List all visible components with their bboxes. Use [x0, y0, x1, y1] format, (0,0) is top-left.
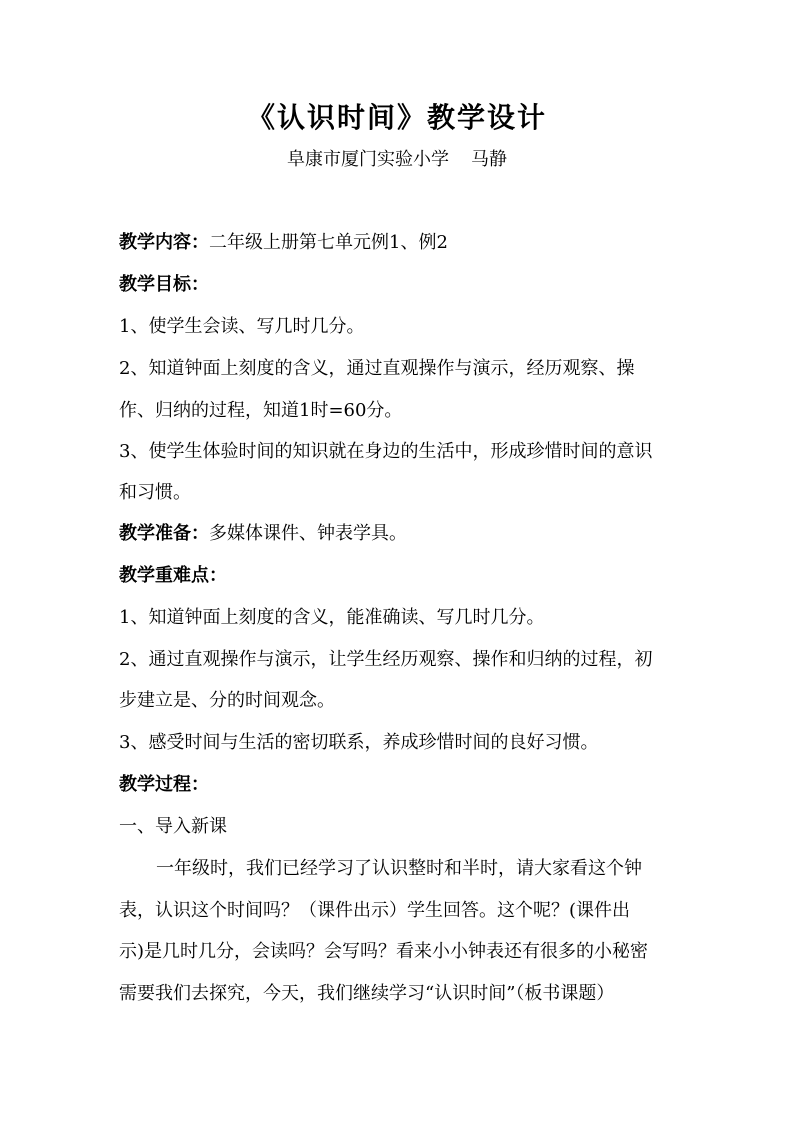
objective-line: 2、知道钟面上刻度的含义，通过直观操作与演示，经历观察、操 [119, 358, 635, 379]
preparation-label: 教学准备： [119, 523, 209, 544]
paragraph-line: 一年级时，我们已经学习了认识整时和半时，请大家看这个钟 [156, 858, 642, 879]
paragraph-line: 表，认识这个时间吗？（课件出示）学生回答。这个呢？(课件出 [119, 900, 631, 921]
process-heading: 教学过程： [119, 774, 209, 795]
objective-line: 1、使学生会读、写几时几分。 [119, 316, 365, 337]
keypoint-line: 1、知道钟面上刻度的含义，能准确读、写几时几分。 [119, 607, 545, 628]
paragraph-line: 需要我们去探究，今天，我们继续学习“认识时间”（板书课题） [119, 983, 615, 1004]
objectives-heading: 教学目标： [119, 274, 209, 295]
paragraph-line: 示)是几时几分，会读吗？会写吗？看来小小钟表还有很多的小秘密 [119, 941, 649, 962]
keypoint-line: 步建立是、分的时间观念。 [119, 690, 335, 711]
teaching-content-label: 教学内容： [119, 232, 209, 253]
teaching-content-line [119, 229, 679, 257]
preparation-text: 多媒体课件、钟表学具。 [209, 523, 407, 544]
objective-line: 作、归纳的过程，知道1时=60分。 [119, 400, 403, 421]
author-line [0, 147, 794, 173]
keypoint-line: 2、通过直观操作与演示，让学生经历观察、操作和归纳的过程，初 [119, 649, 653, 670]
author-name: 马静 [471, 149, 507, 170]
document-title: 《认识时间》教学设计 [246, 101, 547, 134]
objective-line: 3、使学生体验时间的知识就在身边的生活中，形成珍惜时间的意识 [119, 441, 653, 462]
author-school: 阜康市厦门实验小学 [287, 149, 449, 170]
objective-line: 和习惯。 [119, 482, 191, 503]
teaching-content-text: 二年级上册第七单元例1、例2 [209, 232, 448, 253]
keypoint-line: 3、感受时间与生活的密切联系，养成珍惜时间的良好习惯。 [119, 732, 599, 753]
keypoints-heading: 教学重难点： [119, 565, 227, 586]
section-heading-intro: 一、导入新课 [119, 816, 227, 837]
preparation-line [119, 520, 679, 548]
